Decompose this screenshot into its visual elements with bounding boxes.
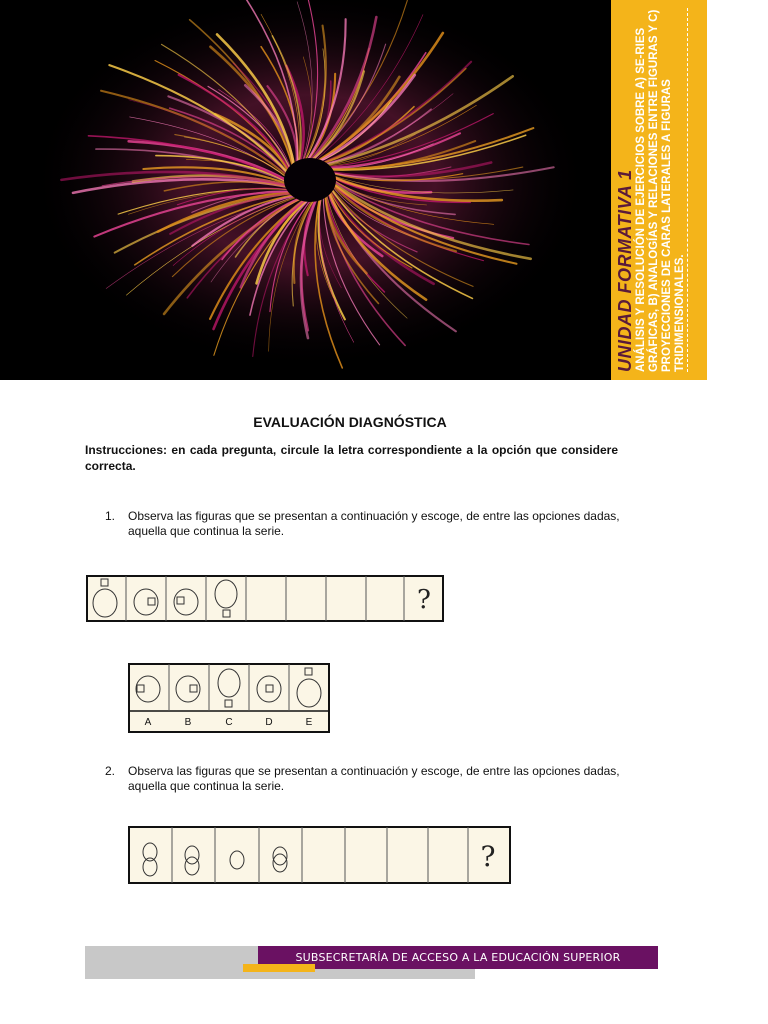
option-a-label[interactable]: A: [144, 717, 152, 728]
sidebar-text-block: [611, 0, 707, 380]
unit-sidebar: [611, 0, 707, 380]
q1-question-mark: ?: [417, 585, 431, 615]
hero-fractal-image: [0, 0, 611, 380]
q2-series-figure: [128, 826, 511, 884]
q1-options-figure: [128, 663, 330, 733]
unit-title: UNIDAD FORMATIVA 1: [615, 169, 635, 372]
unit-description: ANÁLISIS Y RESOLUCIÓN DE EJERCICIOS SOBRE A) SE-RIES GRÁFICAS, B) ANALOGÍAS Y RELACIONES ENTRE FIGURAS Y C) PROYECCIONES DE CARAS LATERALES A FIGURAS TRIDIMENSIONALES.: [635, 9, 686, 372]
instructions-text: Instrucciones: en cada pregunta, circule la letra correspondiente a la opción que considere correcta.: [85, 443, 618, 473]
question-text: Observa las figuras que se presentan a continuación y escoge, de entre las opciones dadas, aquella que continua la serie.: [128, 509, 620, 538]
question-number: 2.: [105, 764, 116, 778]
q2-question-mark: ?: [480, 840, 496, 873]
question-2: [105, 764, 620, 794]
page-title: EVALUACIÓN DIAGNÓSTICA: [253, 414, 447, 430]
q1-series-figure: [86, 575, 444, 622]
option-e-label[interactable]: E: [305, 717, 313, 728]
footer-text: SUBSECRETARÍA DE ACCESO A LA EDUCACIÓN SUPERIOR: [295, 951, 621, 964]
option-c-label[interactable]: C: [225, 717, 233, 728]
question-1: [105, 509, 620, 539]
option-d-label[interactable]: D: [265, 717, 273, 728]
fractal-artwork: [0, 0, 611, 380]
question-text: Observa las figuras que se presentan a continuación y escoge, de entre las opciones dadas, aquella que continua la serie.: [128, 764, 620, 793]
option-b-label[interactable]: B: [184, 717, 192, 728]
question-number: 1.: [105, 509, 116, 523]
